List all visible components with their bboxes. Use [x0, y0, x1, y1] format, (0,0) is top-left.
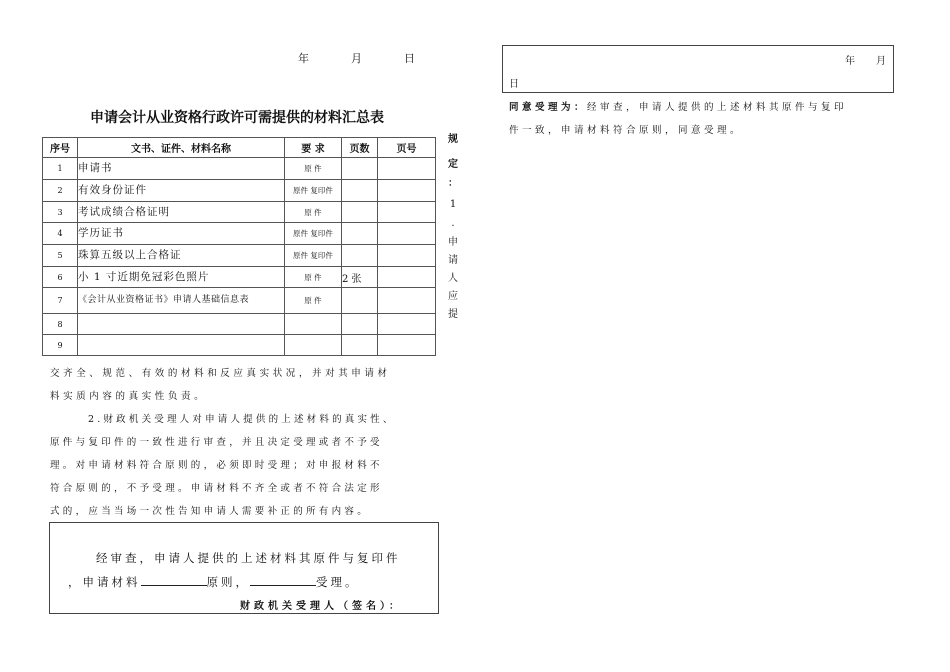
row-pages — [342, 245, 378, 267]
row-page-no — [378, 288, 436, 314]
row-seq: 5 — [43, 245, 78, 267]
rules-paragraph-line: 式的，应当当场一次性告知申请人需要补正的所有内容。 — [50, 506, 371, 517]
date-year: 年 — [298, 52, 309, 65]
table-header-row — [43, 138, 436, 158]
row-seq: 2 — [43, 180, 78, 202]
table-row — [43, 202, 436, 223]
table-row — [43, 314, 436, 335]
side-char: 规 — [448, 134, 458, 145]
review-line-2 — [68, 574, 360, 590]
row-page-no — [378, 180, 436, 202]
right-date-year: 年 — [845, 56, 855, 67]
row-requirement: 原 件 — [285, 267, 342, 288]
row-pages — [342, 314, 378, 335]
row-name: 考试成绩合格证明 — [78, 202, 285, 223]
row-pages: 2 张 — [342, 267, 378, 288]
row-page-no — [378, 223, 436, 245]
row-seq: 3 — [43, 202, 78, 223]
rules-paragraph-line: 理。对申请材料符合原则的，必须即时受理；对申报材料不 — [50, 460, 383, 471]
table-row — [43, 335, 436, 356]
row-name: 有效身份证件 — [78, 180, 285, 202]
row-seq: 9 — [43, 335, 78, 356]
table-row — [43, 223, 436, 245]
rules-paragraph-line: 交齐全、规范、有效的材料和反应真实状况，并对其申请材 — [50, 368, 391, 379]
row-seq: 7 — [43, 288, 78, 314]
row-requirement: 原 件 — [285, 202, 342, 223]
row-pages — [342, 158, 378, 180]
row-page-no — [378, 314, 436, 335]
row-seq: 1 — [43, 158, 78, 180]
table-row — [43, 180, 436, 202]
side-char: ： — [448, 178, 458, 189]
row-pages — [342, 180, 378, 202]
row-name: 申请书 — [78, 158, 285, 180]
row-requirement — [285, 314, 342, 335]
table-row — [43, 288, 436, 314]
row-name: 学历证书 — [78, 223, 285, 245]
rules-paragraph-line: 符合原则的，不予受理。申请材料不齐全或者不符合法定形 — [50, 483, 383, 494]
row-requirement: 原件 复印件 — [285, 245, 342, 267]
row-pages — [342, 223, 378, 245]
table-row — [43, 267, 436, 288]
row-seq: 8 — [43, 314, 78, 335]
row-page-no — [378, 158, 436, 180]
rules-paragraph-line: 2.财政机关受理人对申请人提供的上述材料的真实性、 — [88, 414, 396, 425]
right-date-month: 月 — [876, 56, 886, 67]
review-line-2-middle: 原则， — [206, 575, 250, 589]
side-char: 人 — [448, 273, 458, 284]
side-char: 请 — [448, 255, 458, 266]
blank-field-1[interactable] — [141, 575, 207, 586]
row-requirement: 原 件 — [285, 288, 342, 314]
side-char: 1 — [449, 199, 457, 210]
agree-label: 同意受理为： — [509, 102, 588, 113]
rules-paragraph-line: 料实质内容的真实性负责。 — [50, 391, 208, 402]
agree-text-1: 经审查，申请人提供的上述材料其原件与复印 — [587, 102, 848, 113]
document-title: 申请会计从业资格行政许可需提供的材料汇总表 — [90, 110, 384, 126]
rules-paragraph-line: 原件与复印件的一致性进行审查，并且决定受理或者不予受 — [50, 437, 383, 448]
review-line-1: 经审查，申请人提供的上述材料其原件与复印件 — [96, 551, 401, 565]
header-seq: 序号 — [43, 138, 78, 158]
row-name: 小 1 寸近期免冠彩色照片 — [78, 267, 285, 288]
row-requirement: 原件 复印件 — [285, 223, 342, 245]
table-row — [43, 245, 436, 267]
header-page-no: 页号 — [378, 138, 436, 158]
agree-text-2: 件一致，申请材料符合原则，同意受理。 — [509, 125, 744, 136]
right-date-box — [502, 45, 894, 93]
side-char: 定 — [448, 159, 458, 170]
side-char: 申 — [448, 237, 458, 248]
row-name: 《会计从业资格证书》申请人基础信息表 — [78, 288, 285, 314]
review-line-2-suffix: 受理。 — [316, 575, 360, 589]
header-name: 文书、证件、材料名称 — [78, 138, 285, 158]
row-pages — [342, 335, 378, 356]
row-page-no — [378, 267, 436, 288]
row-pages — [342, 202, 378, 223]
row-requirement — [285, 335, 342, 356]
side-char: 应 — [448, 291, 458, 302]
row-name — [78, 335, 285, 356]
row-page-no — [378, 202, 436, 223]
row-page-no — [378, 335, 436, 356]
header-pages: 页数 — [342, 138, 378, 158]
vertical-rules-text — [446, 132, 460, 322]
review-line-2-prefix: ，申请材料 — [68, 575, 141, 589]
header-requirement: 要 求 — [285, 138, 342, 158]
row-requirement: 原件 复印件 — [285, 180, 342, 202]
table-row — [43, 158, 436, 180]
row-name — [78, 314, 285, 335]
row-seq: 6 — [43, 267, 78, 288]
side-char: 提 — [448, 309, 458, 320]
row-pages — [342, 288, 378, 314]
date-month: 月 — [351, 52, 362, 65]
date-day: 日 — [404, 52, 415, 65]
row-requirement: 原 件 — [285, 158, 342, 180]
review-box — [49, 522, 439, 614]
right-date-day: 日 — [509, 79, 519, 90]
agree-line-1 — [509, 99, 847, 113]
row-seq: 4 — [43, 223, 78, 245]
side-char: . — [451, 218, 455, 229]
row-name: 珠算五级以上合格证 — [78, 245, 285, 267]
signature-label: 财政机关受理人（签名）： — [240, 601, 403, 612]
row-page-no — [378, 245, 436, 267]
materials-table — [42, 137, 436, 356]
blank-field-2[interactable] — [250, 575, 316, 586]
